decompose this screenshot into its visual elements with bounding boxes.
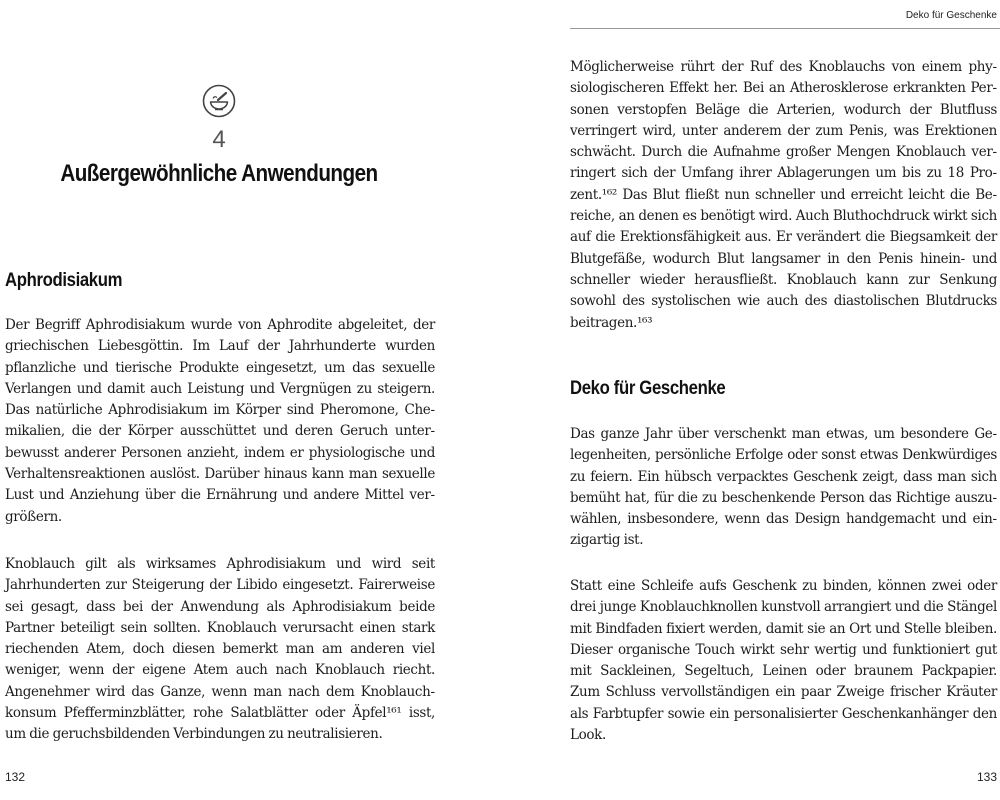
paragraph: Möglicherweise rührt der Ruf des Knoblauchs von einem physiologischeren Effekt her. Bei an Atherosklerose erkrankten Personen verstopfen Beläge die Arterien, wodurch der Blutfluss verringert wird, unter anderem der zum Penis, was Erektionen schwächt. Durch die Aufnahme großer Mengen Knoblauch verringert sich der Umfang ihrer Ablagerungen um bis zu 18 Prozent.¹⁶² Das Blut fließt nun schneller und erreicht leicht die Bereiche, an denen es benötigt wird. Auch Bluthochdruck wirkt sich auf die Erektionsfähigkeit aus. Er verändert die Biegsamkeit der Blutgefäße, wodurch Blut langsamer in den Penis hinein- und schneller wieder herausfließt. Knoblauch kann zur Senkung sowohl des systolischen wie auch des diastolischen Blutdrucks beitragen.¹⁶³ [570, 59, 997, 331]
header-rule [570, 28, 1000, 29]
mortar-and-pestle-icon [202, 84, 236, 118]
paragraph: Knoblauch gilt als wirksames Aphrodisiakum und wird seit Jahrhunderten zur Steigerung der Libido eingesetzt. Fairerweise sei gesagt, dass bei der Anwendung als Aphrodisiakum beide Partner beteiligt sein sollten. Knoblauch verursacht einen stark riechenden Atem, doch diesen bemerkt man am anderen viel weniger, wenn der eigene Atem auch nach Knoblauch riecht. Angenehmer wird das Ganze, wenn man nach dem Knoblauchkonsum Pfefferminzblätter, rohe Salatblätter oder Äpfel¹⁶¹ isst, um die geruchsbildenden Verbindungen zu neutralisieren. [5, 556, 435, 743]
paragraph: Der Begriff Aphrodisiakum wurde von Aphrodite abgeleitet, der griechischen Liebesgöttin. Im Lauf der Jahrhunderte wurden pflanzliche und tierische Produkte eingesetzt, um das sexuelle Verlangen und damit auch Leistung und Vergnügen zu steigern. Das natürliche Aphrodisiakum im Körper sind Pheromone, Chemikalien, die der Körper ausschüttet und deren Geruch unterbewusst anderer Personen anzieht, indem er physiologische und Verhaltensreaktionen auslöst. Darüber hinaus kann man sexuelle Lust und Anziehung über die Ernährung und andere Mittel vergrößern. [5, 317, 435, 525]
paragraph: Statt eine Schleife aufs Geschenk zu binden, können zwei oder drei junge Knoblauchknollen kunstvoll arrangiert und die Stängel mit Bindfaden fixiert werden, damit sie an Ort und Stelle bleiben. Dieser organische Touch wirkt sehr wertig und funktioniert gut mit Sackleinen, Segeltuch, Leinen oder braunem Packpapier. Zum Schluss vervollständigen ein paar Zweige frischer Kräuter als Farbtupfer sowie ein personalisierter Geschenkanhänger den Look. [570, 578, 997, 744]
right-page [500, 0, 1000, 800]
paragraph: Das ganze Jahr über verschenkt man etwas, um besondere Gelegenheiten, persönliche Erfolge oder sonst etwas Denkwürdiges zu feiern. Ein hübsch verpacktes Geschenk zeigt, dass man sich bemüht hat, für die zu beschenkende Person das Richtige auszuwählen, insbesondere, wenn das Design handgemacht und einzigartig ist. [570, 426, 997, 549]
page-number-left: 132 [5, 770, 26, 784]
chapter-number: 4 [212, 126, 226, 153]
section-heading-deko: Deko für Geschenke [570, 378, 726, 399]
section-heading-aphrodisiakum: Aphrodisiakum [5, 270, 123, 291]
running-header: Deko für Geschenke [905, 10, 997, 21]
chapter-title: Außergewöhnliche Anwendungen [60, 160, 378, 187]
page-number-right: 133 [976, 770, 997, 784]
